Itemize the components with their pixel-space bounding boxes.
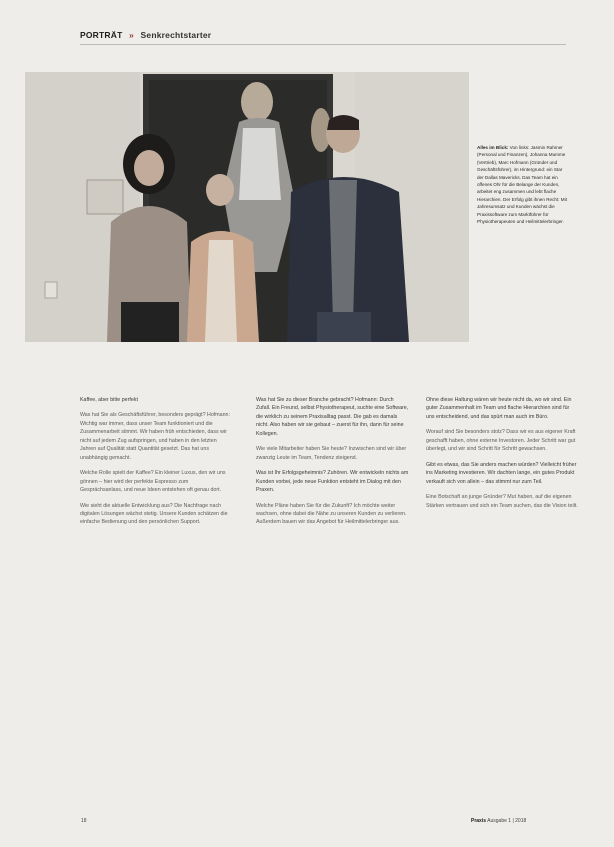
page-number: 18 [81,818,87,824]
footer-brand: Praxis [471,818,487,824]
paragraph: Wie viele Mitarbeiter haben Sie heute? Inzwischen sind wir über zwanzig Leute im Team, Tendenz steigend. [256,446,407,461]
paragraph: Gibt es etwas, das Sie anders machen würden? Vielleicht früher ins Marketing investieren. Wir dachten lange, ein gutes Produkt verkauft sich von allein – das stimmt nur zum Teil. [426,461,577,485]
paragraph: Eine Botschaft an junge Gründer? Mut haben, auf die eigenen Stärken vertrauen und sich ein Team suchen, das die Vision teilt. [426,494,578,509]
footer-issue: Ausgabe 1 | 2018 [487,818,527,824]
paragraph: Wie sieht die aktuelle Entwicklung aus? Die Nachfrage nach digitalen Lösungen wächst stetig. Unsere Kunden schätzen die einfache Bedienung und den persönlichen Support. [80,502,228,526]
paragraph: Welche Rolle spielt der Kaffee? Ein kleiner Luxus, den wir uns gönnen – hier wird der perfekte Espresso zum Gesprächsanlass, und neue Ideen entstehen oft genau dort. [80,470,226,494]
paragraph: Was hat Sie als Geschäftsführer, besonders geprägt? Hofmann: Wichtig war immer, dass unser Team funktioniert und die Zusammenarbeit stimmt. Wir haben früh entschieden, dass wir nicht auf jedem Zug aufspringen, und haben in den letzten Jahren auf Qualität statt Quantität gesetzt. Das hat uns unabhängig gemacht. [80,412,230,461]
team-photo-illustration [25,72,469,342]
page-header [80,30,211,40]
paragraph: Was ist Ihr Erfolgsgeheimnis? Zuhören. Wir entwickeln nichts am Kunden vorbei, jede neue Funktion entsteht im Dialog mit den Praxen. [256,470,409,494]
team-photo [25,72,469,342]
article-column-3 [426,396,578,517]
photo-caption [477,144,567,225]
paragraph: Ohne diese Haltung wären wir heute nicht da, wo wir sind. Ein guter Zusammenhalt im Team und flache Hierarchien sind für uns entscheidend, und das spürt man auch im Büro. [426,397,572,420]
section-label: PORTRÄT [80,30,123,40]
article-column-2 [256,396,409,534]
footer-publication [471,818,526,824]
paragraph: Was hat Sie zu dieser Branche gebracht? Hofmann: Durch Zufall. Ein Freund, selbst Physiotherapeut, suchte eine Software, die wirklich zu seinem Praxisalltag passt. Die gab es damals nicht. Also haben wir sie gebaut – zuerst für ihn, dann für seine Kollegen. [256,397,409,437]
paragraph: Welche Pläne haben Sie für die Zukunft? Ich möchte weiter wachsen, ohne dabei die Nähe zu unseren Kunden zu verlieren. Außerdem bauen wir das Angebot für Heilmittelerbringer aus. [256,502,407,526]
article-column-1 [80,396,230,534]
section-subtitle: Senkrechtstarter [140,30,212,40]
caption-lead: Alles im Blick: [477,145,509,150]
caption-text: Von links: Jasmin Rahmer (Personal und Finanzen), Johanna Mumme (Vertrieb), Marc Hofmann (Gründer und Geschäftsführer), im Hintergrund: ein Star der Dallas Mavericks. Das Team hat ein offenes Ohr für die Belange der Kunden, arbeitet eng zusammen und lebt flache Hierarchien. Der Erfolg gibt ihnen Recht: Mit Jahresumsatz und Kunden wächst die Praxissoftware zum Marktführer für Physiotherapeuten und Heilmittelerbringer. [477,145,567,225]
paragraph: Worauf sind Sie besonders stolz? Dass wir es aus eigener Kraft geschafft haben, ohne externe Investoren. Jeder Schritt war gut überlegt, und wir sind Schritt für Schritt gewachsen. [426,429,576,453]
header-rule [80,44,566,45]
header-separator: » [129,30,134,40]
column-1-heading: Kaffee, aber bitte perfekt [80,397,138,403]
